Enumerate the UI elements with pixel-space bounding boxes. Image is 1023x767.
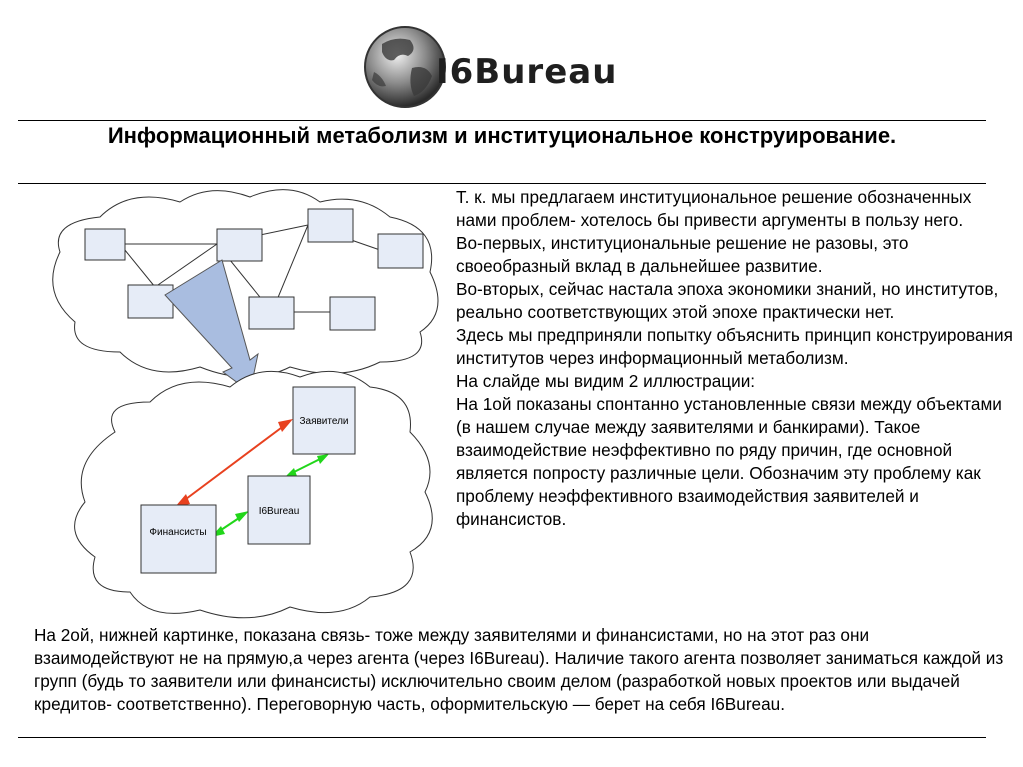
node-box xyxy=(378,234,423,268)
financiers-box xyxy=(141,505,216,573)
bureau-box xyxy=(248,476,310,544)
node-box xyxy=(217,229,262,261)
paragraph: На 1ой показаны спонтанно установленные связи между объектами (в нашем случае между заявителями и банкирами). Такое взаимодействие неэффективно по ряду причин, где основной является попросту различные цели. Обозначим эту проблему как проблему неэффективного взаимодействия заявителей и финансистов. xyxy=(456,394,1002,529)
applicants-label: Заявители xyxy=(299,416,349,427)
footer-rule xyxy=(18,737,986,738)
node-box xyxy=(249,297,294,329)
paragraph: На слайде мы видим 2 иллюстрации: xyxy=(456,371,756,391)
paragraph: Во-вторых, сейчас настала эпоха экономики знаний, но институтов, реально соответствующих этой эпохе практически нет. xyxy=(456,279,999,322)
applicants-box xyxy=(293,387,355,454)
globe-icon xyxy=(365,27,445,107)
network-diagram xyxy=(40,182,440,622)
paragraph: Здесь мы предприняли попытку объяснить принцип конструирования институтов через информационный метаболизм. xyxy=(456,325,1013,368)
node-box xyxy=(330,297,375,330)
page-title: Информационный метаболизм и институциональное конструирование. xyxy=(107,123,897,148)
node-box xyxy=(128,285,173,318)
node-box xyxy=(85,229,125,260)
financiers-label: Финансисты xyxy=(149,527,207,538)
bureau-label: I6Bureau xyxy=(258,506,300,517)
bottom-paragraph: На 2ой, нижней картинке, показана связь- тоже между заявителями и финансистами, но на этот раз они взаимодействуют не на прямую,а через агента (через I6Bureau). Наличие такого агента позволяет заниматься каждой из групп (будь то заявители или финансисты) исключительно своим делом (разработкой новых проектов или выдачей кредитов- соответственно). Переговорную часть, оформительскую — берет на себя I6Bureau. xyxy=(34,625,1004,714)
paragraph: Во-первых, институциональные решение не разовы, это своеобразный вклад в дальнейшее развитие. xyxy=(456,233,909,276)
right-text-column xyxy=(456,186,1016,531)
title-top-rule xyxy=(18,120,986,121)
logo-text: I6Bureau xyxy=(436,52,618,92)
node-box xyxy=(308,209,353,242)
paragraph: Т. к. мы предлагаем институциональное решение обозначенных нами проблем- хотелось бы привести аргументы в пользу него. xyxy=(456,187,972,230)
